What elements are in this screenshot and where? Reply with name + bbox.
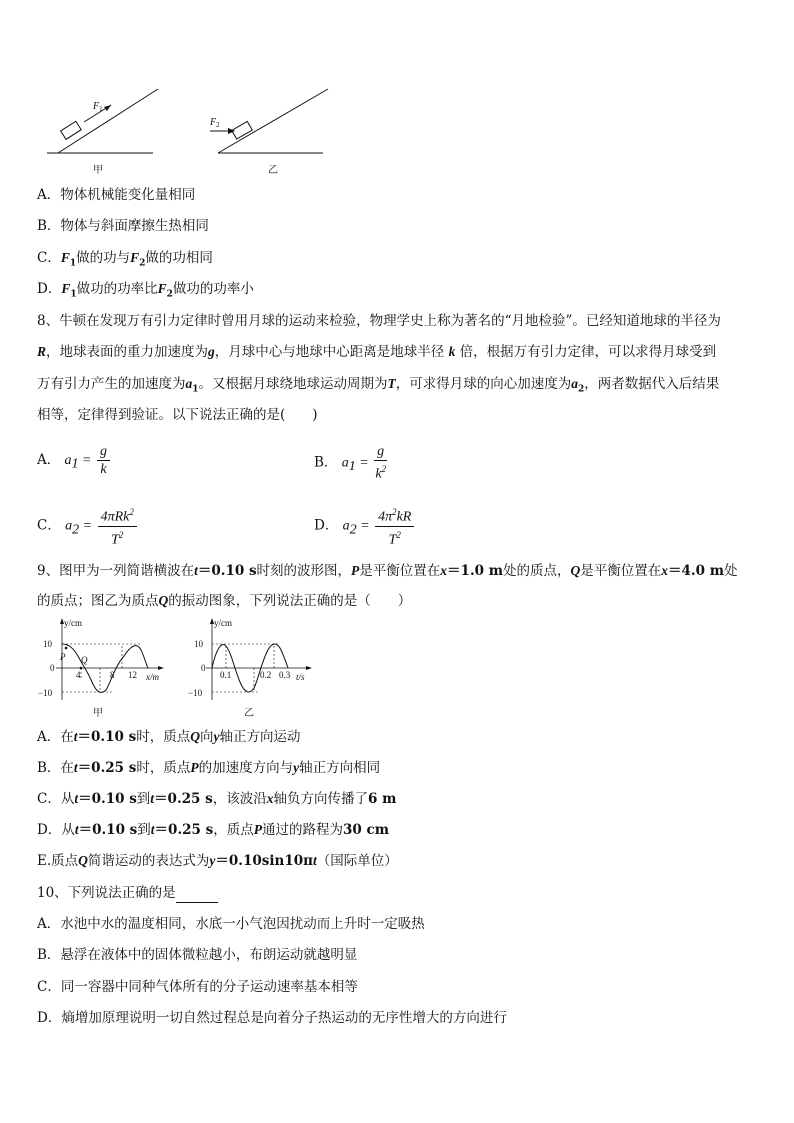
force-label-right: $F_2$ <box>210 117 220 129</box>
q8-option-d: D． $a_2$ = $\frac{4\pi^2kR}{T^2}$ <box>314 504 416 548</box>
q7-option-a: A．物体机械能变化量相同 <box>37 187 196 203</box>
q10-option-d: D．熵增加原理说明一切自然过程总是向着分子热运动的无序性增大的方向进行 <box>37 1010 507 1026</box>
q8-option-c: C． $a_2$ = $\frac{4\pi Rk^2}{T^2}$ <box>37 504 139 548</box>
svg-text:−10: −10 <box>188 688 203 698</box>
q7-option-b: B．物体与斜面摩擦生热相同 <box>37 218 209 234</box>
svg-text:−10: −10 <box>38 688 53 698</box>
svg-text:4: 4 <box>76 670 81 680</box>
q9-option-b: B．在t＝0.25 s时，质点P的加速度方向与y轴正方向相同 <box>37 760 381 776</box>
svg-text:甲: 甲 <box>93 708 103 719</box>
q8-stem-line3: 万有引力产生的加速度为$a_1$。又根据月球绕地球运动周期为T，可求得月球的向心加速度为$a_2$，两者数据代入后结果 <box>37 376 720 395</box>
svg-text:0.1: 0.1 <box>220 670 232 680</box>
block-right <box>232 121 253 139</box>
svg-text:x/m: x/m <box>146 672 159 682</box>
svg-text:12: 12 <box>128 670 137 680</box>
svg-text:y/cm: y/cm <box>64 618 82 628</box>
q10-option-a: A．水池中水的温度相同，水底一小气泡因扰动而上升时一定吸热 <box>37 916 425 932</box>
svg-text:8: 8 <box>110 670 115 680</box>
q9-option-a: A．在t＝0.10 s时，质点Q向y轴正方向运动 <box>37 729 301 745</box>
incline-figure-right <box>209 89 328 176</box>
answer-blank <box>176 888 218 903</box>
q8-stem-line2: R，地球表面的重力加速度为g，月球中心与地球中心距离是地球半径 k 倍，根据万有引力定律，可以求得月球受到 <box>37 344 717 360</box>
svg-text:0: 0 <box>201 663 206 673</box>
q8-option-a: A． $a_1$ = $\frac{g}{k}$ <box>37 443 112 478</box>
incline-figure-left <box>47 89 158 176</box>
q8-option-b: B． $a_1$ = $\frac{g}{k^2}$ <box>314 444 387 482</box>
svg-text:0: 0 <box>50 663 55 673</box>
svg-text:0.3: 0.3 <box>279 670 291 680</box>
wave-graph-right <box>188 618 312 719</box>
force-label-left: $F_1$ <box>93 101 103 113</box>
incline-figures <box>40 82 340 180</box>
q10-option-b: B．悬浮在液体中的固体微粒越小，布朗运动就越明显 <box>37 947 358 963</box>
svg-text:10: 10 <box>43 639 52 649</box>
svg-text:y/cm: y/cm <box>214 618 232 628</box>
block-left <box>61 121 82 139</box>
q9-option-c: C．从t＝0.10 s到t＝0.25 s，该波沿x轴负方向传播了6 m <box>37 791 397 807</box>
caption-right: 乙 <box>268 165 278 176</box>
q7-option-d: D．$F_1$做功的功率比$F_2$做功的功率小 <box>37 281 254 300</box>
svg-text:t/s: t/s <box>296 672 305 682</box>
q9-stem-line1: 9、图甲为一列简谐横波在t＝0.10 s时刻的波形图，P是平衡位置在x＝1.0 m处的质点，Q是平衡位置在x＝4.0 m处 <box>37 563 738 579</box>
svg-text:10: 10 <box>194 639 203 649</box>
svg-text:0.2: 0.2 <box>260 670 272 680</box>
q10-stem: 10、下列说法正确的是 <box>37 883 218 903</box>
q9-option-e: E.质点Q简谐运动的表达式为y＝0.10sin10πt（国际单位） <box>37 853 398 869</box>
q9-wave-graphs <box>36 616 316 722</box>
svg-text:P: P <box>60 652 66 662</box>
svg-text:乙: 乙 <box>244 708 254 719</box>
q10-option-c: C．同一容器中同种气体所有的分子运动速率基本相等 <box>37 979 358 995</box>
q9-stem-line2: 的质点；图乙为质点Q的振动图象，下列说法正确的是（ ） <box>37 593 412 609</box>
wave-graph-left <box>38 618 164 719</box>
q9-option-d: D．从t＝0.10 s到t＝0.25 s，质点P通过的路程为30 cm <box>37 822 389 838</box>
q7-option-c: C．$F_1$做的功与$F_2$做的功相同 <box>37 250 213 269</box>
q8-stem-line4: 相等，定律得到验证。以下说法正确的是( ) <box>37 407 318 423</box>
q8-stem-line1: 8、牛顿在发现万有引力定律时曾用月球的运动来检验，物理学史上称为著名的“月地检验”。已经知道地球的半径为 <box>37 313 721 329</box>
svg-text:Q: Q <box>81 655 88 665</box>
caption-left: 甲 <box>93 165 103 176</box>
